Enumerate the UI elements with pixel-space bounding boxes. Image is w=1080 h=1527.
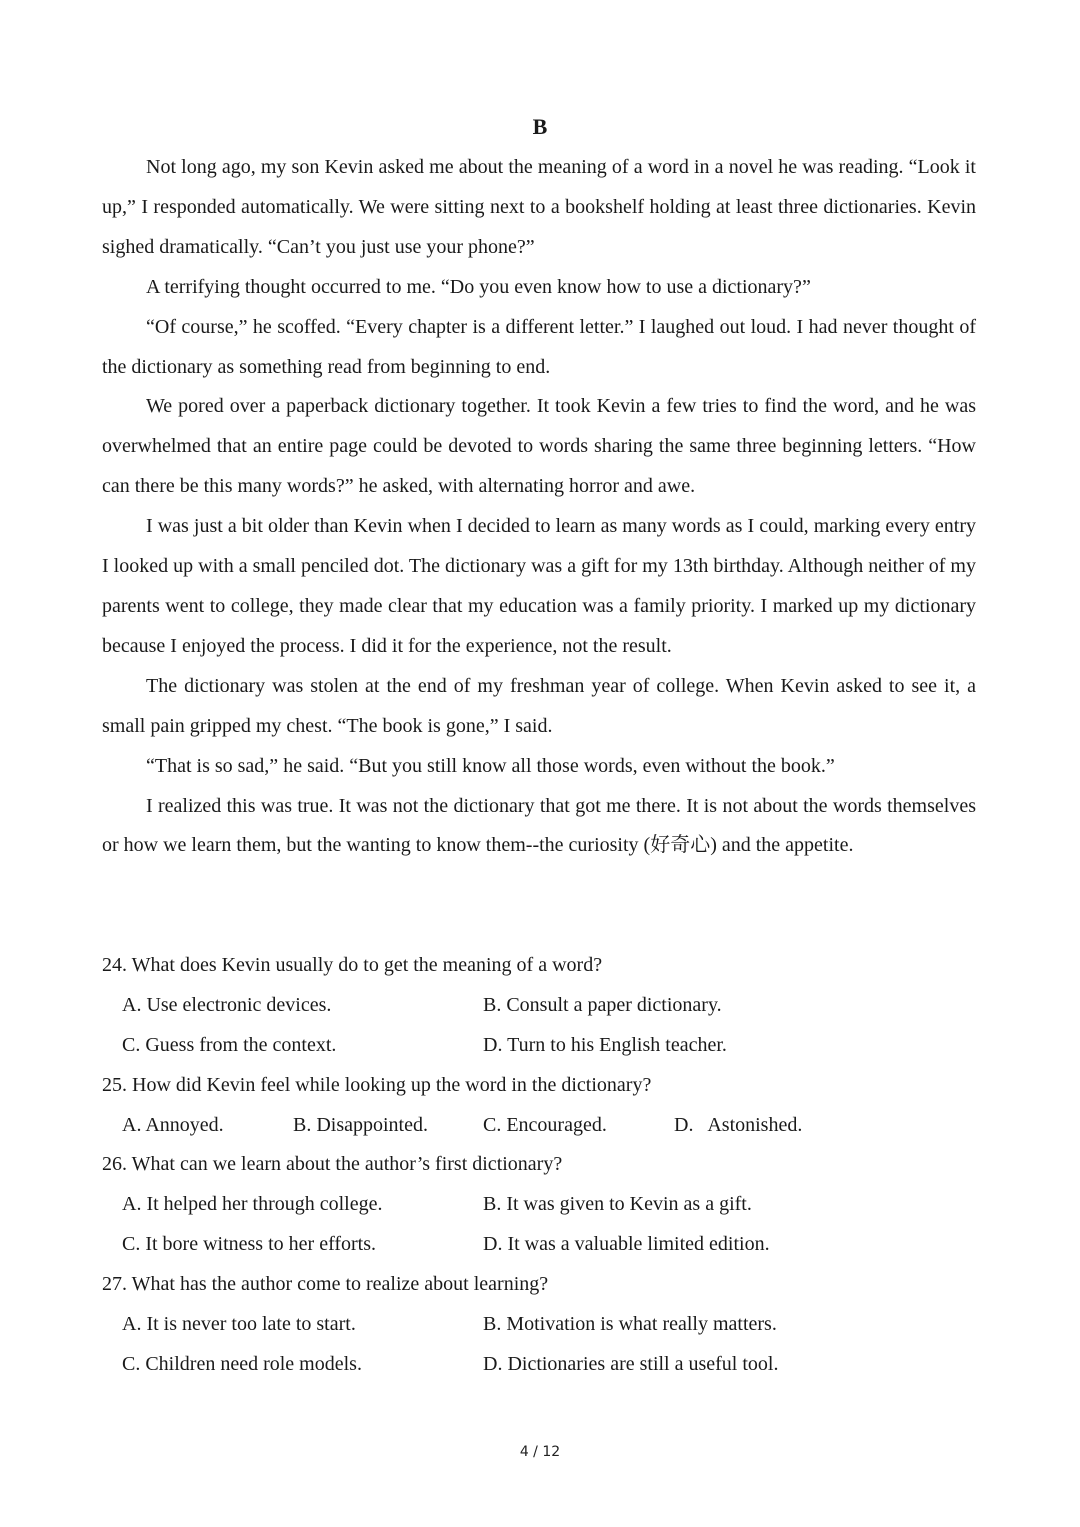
question-26-options-row-1 [102,1185,976,1225]
option-26-d: D. It was a valuable limited edition. [483,1233,770,1256]
question-25-stem: 25. How did Kevin feel while looking up the word in the dictionary? [102,1073,652,1096]
passage-paragraph: I was just a bit older than Kevin when I decided to learn as many words as I could, marking every entry I looked up with a small penciled dot. The dictionary was a gift for my 13th birthday. Although neither of my parents went to college, they made clear that my education was a family priority. I marked up my dictionary because I enjoyed the process. I did it for the experience, not the result. [102,515,976,657]
option-27-d: D. Dictionaries are still a useful tool. [483,1352,779,1375]
question-24-options-row-2 [102,1026,976,1066]
question-24-options-row-1 [102,986,976,1026]
page-number: 4 / 12 [519,1444,561,1460]
question-26-options-row-2 [102,1225,976,1265]
question-27-options-row-1 [102,1305,976,1345]
passage-paragraph: We pored over a paperback dictionary together. It took Kevin a few tries to find the word, and he was overwhelmed that an entire page could be devoted to words sharing the same three beginning letters. “How can there be this many words?” he asked, with alternating horror and awe. [102,395,976,498]
passage-paragraph: Not long ago, my son Kevin asked me about the meaning of a word in a novel he was reading. “Look it up,” I responded automatically. We were sitting next to a bookshelf holding at least three dictionaries. Kevin sighed dramatically. “Can’t you just use your phone?” [102,156,976,258]
passage-paragraph: “Of course,” he scoffed. “Every chapter is a different letter.” I laughed out loud. I had never thought of the dictionary as something read from beginning to end. [102,315,976,378]
question-24-stem: 24. What does Kevin usually do to get the meaning of a word? [102,954,603,976]
passage-paragraph: The dictionary was stolen at the end of my freshman year of college. When Kevin asked to see it, a small pain gripped my chest. “The book is gone,” I said. [102,674,976,737]
question-list [102,946,976,1385]
option-25-d: D. Astonished. [674,1113,803,1136]
option-25-a: A. Annoyed. [122,1113,224,1136]
option-24-c: C. Guess from the context. [122,1033,337,1056]
question-27-stem: 27. What has the author come to realize about learning? [102,1273,549,1296]
reading-passage [102,148,976,866]
passage-paragraph: I realized this was true. It was not the dictionary that got me there. It is not about the words themselves or how we learn them, but the wanting to know them--the curiosity (好奇心) and the appetite. [102,794,976,857]
option-24-b: B. Consult a paper dictionary. [483,993,722,1016]
option-27-a: A. It is never too late to start. [122,1313,356,1336]
question-27-options-row-2 [102,1345,976,1385]
question-26-stem: 26. What can we learn about the author’s first dictionary? [102,1153,563,1176]
option-25-c: C. Encouraged. [483,1113,607,1136]
passage-paragraph: “That is so sad,” he said. “But you still know all those words, even without the book.” [146,754,835,777]
option-27-c: C. Children need role models. [122,1352,362,1375]
option-26-c: C. It bore witness to her efforts. [122,1233,377,1256]
section-title: B [532,114,548,139]
option-24-d: D. Turn to his English teacher. [483,1033,727,1056]
passage-paragraph: A terrifying thought occurred to me. “Do you even know how to use a dictionary?” [146,275,811,298]
option-25-b: B. Disappointed. [293,1113,428,1136]
option-26-b: B. It was given to Kevin as a gift. [483,1193,752,1216]
option-26-a: A. It helped her through college. [122,1193,383,1216]
question-25-options-row [102,1106,976,1146]
option-27-b: B. Motivation is what really matters. [483,1313,777,1336]
option-24-a: A. Use electronic devices. [122,993,332,1016]
